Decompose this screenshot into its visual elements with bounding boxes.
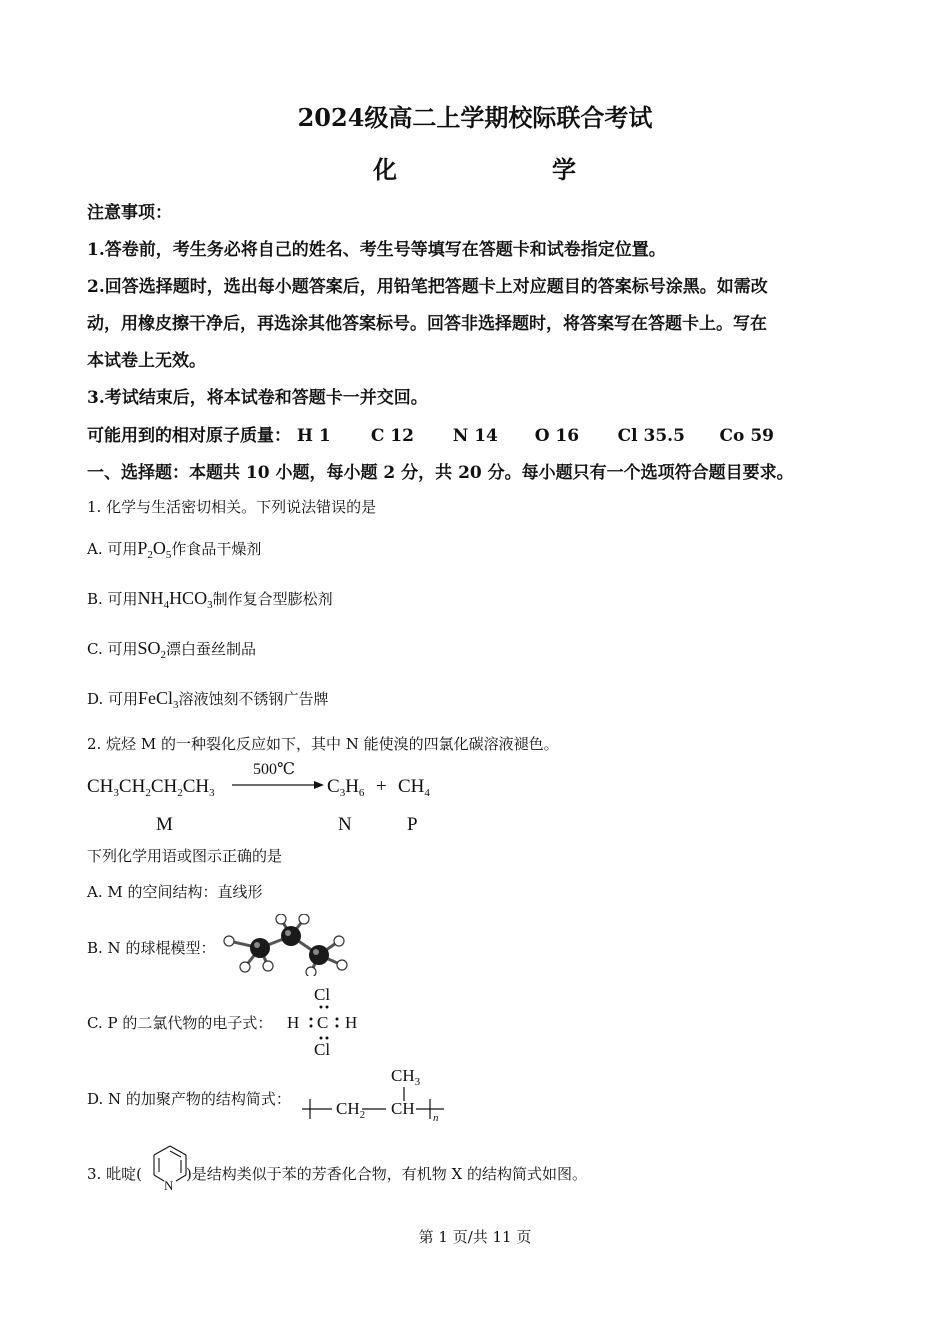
formula-so2: $SO_2$ [137,638,166,661]
q1-option-d[interactable] [87,688,329,709]
exam-title: 2024级高二上学期校际联合考试 [297,103,653,132]
product-propene: $C_3H_6$ [327,776,365,799]
plus-sign: + [376,776,387,797]
reaction-condition: 500℃ [253,761,295,778]
q1-c-prefix: C. 可用 [87,640,138,658]
formula-fecl3: FeCl$_3$ [138,688,179,711]
subject-left: 化 [373,155,397,184]
notice-item-2-line3: 本试卷上无效。 [87,351,206,371]
q2-stem: 2. 烷烃 M 的一种裂化反应如下，其中 N 能使溴的四氯化碳溶液褪色。 [87,735,559,753]
lewis-h-left: H [287,1013,300,1032]
q1-a-suffix: 作食品干燥剂 [171,540,262,558]
q1-option-c[interactable] [87,638,256,659]
notice-item-1: 1.答卷前，考生务必将自己的姓名、考生号等填写在答题卡和试卷指定位置。 [87,240,666,260]
lewis-c-center: C [317,1013,329,1032]
q3-stem-suffix: )是结构类似于苯的芳香化合物，有机物 X 的结构简式如图。 [185,1165,588,1183]
polymer-ch3 [391,1066,420,1086]
label-n: N [338,814,352,835]
q2-question: 下列化学用语或图示正确的是 [87,847,283,865]
product-methane: $CH_4$ [398,776,430,799]
q1-d-prefix: D. 可用 [87,690,139,708]
q2-option-a[interactable]: A. M 的空间结构：直线形 [87,883,263,901]
formula-p2o5: $P_2O_5$ [137,538,172,561]
lewis-cl-top: Cl [314,985,331,1004]
reactant-butane: $CH_3CH_2CH_2CH_3$ [87,776,215,799]
q1-option-b[interactable] [87,588,333,609]
notice-heading: 注意事项： [87,203,172,223]
label-m: M [156,814,173,835]
mass-c: C 12 [370,426,414,446]
polymer-ch2-text: CH [336,1099,360,1118]
pyridine-n-label: N [164,1178,174,1193]
section-1-heading: 一、选择题：本题共 10 小题，每小题 2 分，共 20 分。每小题只有一个选项符合题目要求。 [87,463,794,483]
mass-cl: Cl 35.5 [617,426,685,446]
q1-c-suffix: 漂白蚕丝制品 [166,640,257,658]
mass-co: Co 59 [719,426,774,446]
polymer-ch: CH [391,1099,415,1118]
lewis-electron-dots [300,1004,350,1044]
polymer-ch3-sub: 3 [414,1076,421,1088]
q2-option-b[interactable]: B. N 的球棍模型： [87,939,216,957]
notice-item-2-line2: 动，用橡皮擦干净后，再选涂其他答案标号。回答非选择题时，将答案写在答题卡上。写在 [87,314,767,334]
mass-h: H 1 [296,426,331,446]
reaction-arrow [232,778,324,792]
q1-d-suffix: 溶液蚀刻不锈钢广告牌 [178,690,329,708]
polymer-ch3-text: CH [391,1066,415,1085]
q1-b-prefix: B. 可用 [87,590,138,608]
ball-and-stick-model [215,914,355,976]
formula-nh4hco3: $NH_4HCO_3$ [137,588,213,611]
q2-option-c[interactable]: C. P 的二氯代物的电子式： [87,1014,273,1032]
atomic-masses [87,421,774,446]
q1-a-prefix: A. 可用 [87,540,138,558]
q3-stem-prefix: 3. 吡啶( [87,1165,142,1183]
q1-option-a[interactable] [87,538,261,559]
polymer-n: n [433,1112,439,1124]
q1-b-suffix: 制作复合型膨松剂 [212,590,333,608]
page-footer: 第 1 页/共 11 页 [418,1228,532,1246]
notice-item-3: 3.考试结束后，将本试卷和答题卡一并交回。 [87,388,428,408]
polymer-ch2-sub: 2 [359,1109,366,1121]
mass-o: O 16 [534,426,580,446]
atomic-masses-label: 可能用到的相对原子质量： [87,426,291,446]
notice-item-2-line1: 2.回答选择题时，选出每小题答案后，用铅笔把答题卡上对应题目的答案标号涂黑。如需改 [87,277,768,297]
q1-stem: 1. 化学与生活密切相关。下列说法错误的是 [87,498,377,516]
label-p: P [407,814,418,835]
lewis-cl-bottom: Cl [314,1040,331,1059]
polymer-ch2 [336,1099,365,1119]
subject-right: 学 [552,155,576,184]
lewis-h-right: H [345,1013,358,1032]
mass-n: N 14 [452,426,498,446]
q2-option-d[interactable]: D. N 的加聚产物的结构简式： [87,1090,291,1108]
